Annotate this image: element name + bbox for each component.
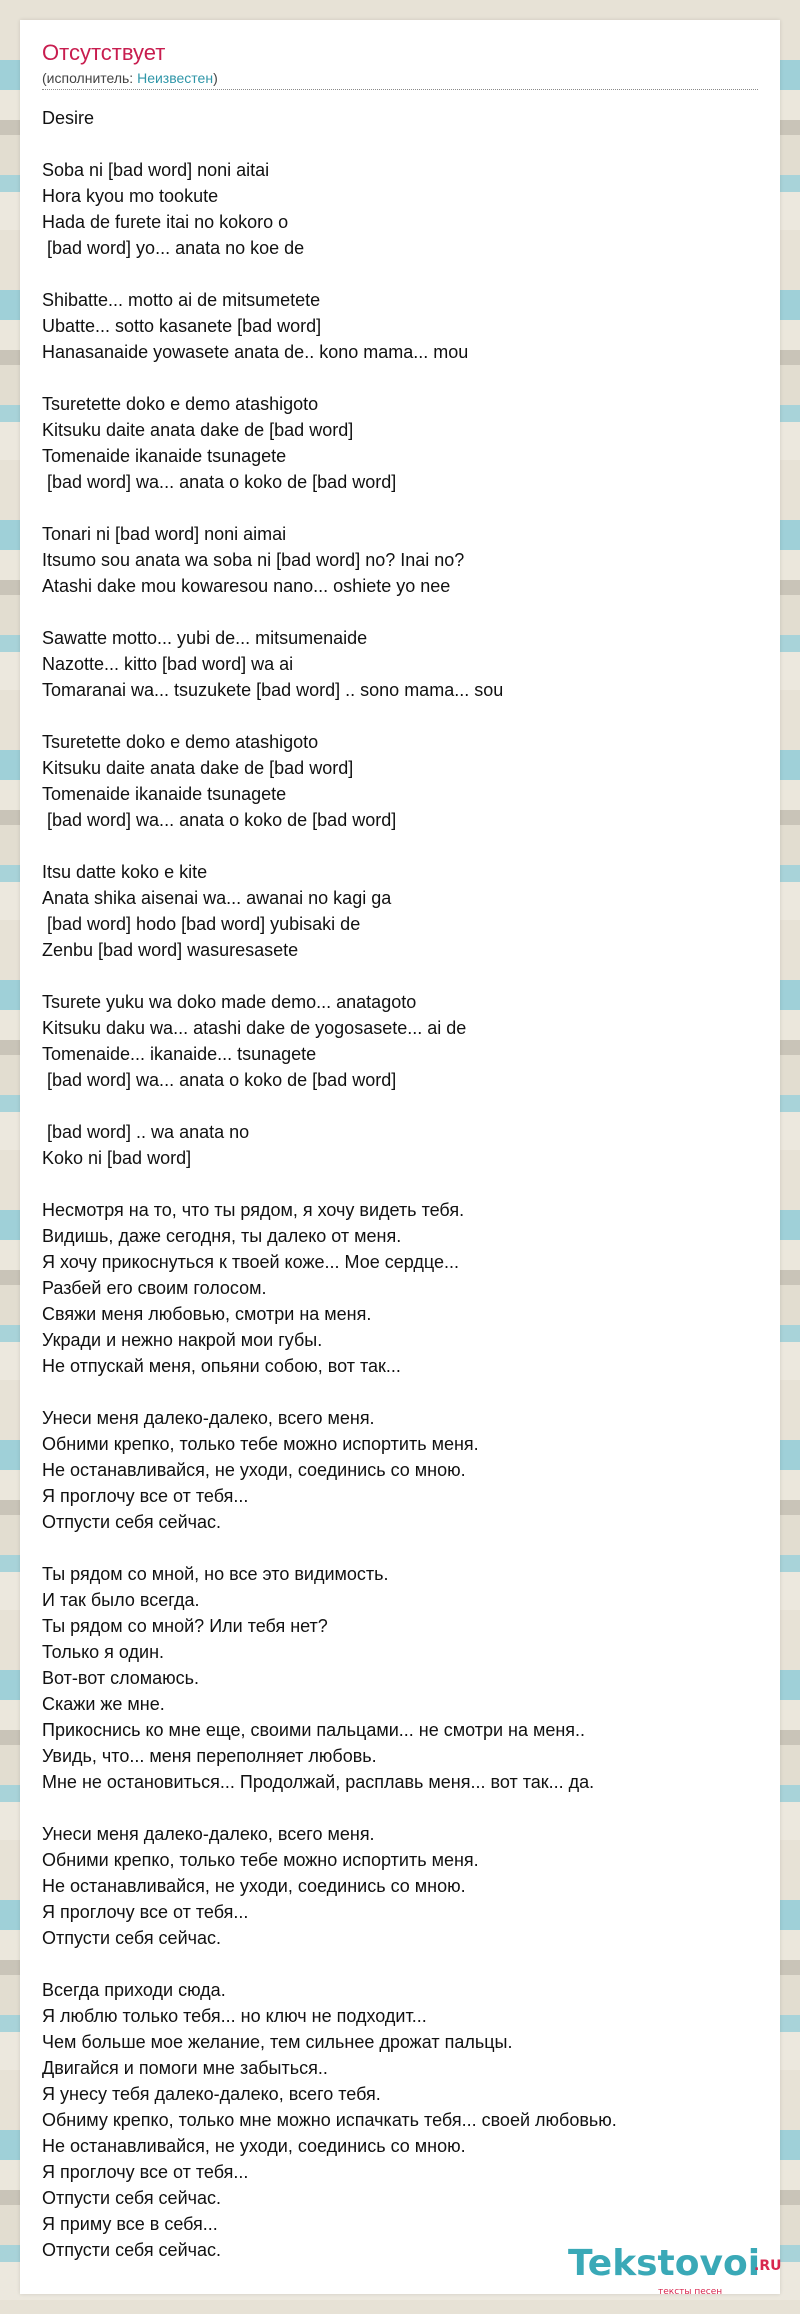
- lyric-line: [bad word] .. wa anata no: [42, 1122, 250, 1142]
- stanza: [42, 729, 758, 833]
- lyric-line: Hanasanaide yowasete anata de.. kono mama... mou: [42, 342, 469, 362]
- stanza: [42, 287, 758, 365]
- lyric-line: Отпусти себя сейчас.: [42, 1512, 222, 1532]
- stanza: [42, 1197, 758, 1379]
- lyric-line: Shibatte... motto ai de mitsumetete: [42, 290, 321, 310]
- lyric-line: Hora kyou mo tookute: [42, 186, 219, 206]
- performer-link[interactable]: Неизвестен: [137, 70, 214, 86]
- lyric-line: Koko ni [bad word]: [42, 1148, 192, 1168]
- stanza: [42, 521, 758, 599]
- lyric-line: И так было всегда.: [42, 1590, 200, 1610]
- stanza: [42, 989, 758, 1093]
- lyric-line: Ubatte... sotto kasanete [bad word]: [42, 316, 322, 336]
- lyric-line: Tsuretette doko e demo atashigoto: [42, 394, 319, 414]
- lyric-line: [bad word] wa... anata o koko de [bad word]: [42, 810, 397, 830]
- lyric-line: Я проглочу все от тебя...: [42, 1486, 249, 1506]
- lyric-line: Видишь, даже сегодня, ты далеко от меня.: [42, 1226, 402, 1246]
- lyric-line: Обниму крепко, только мне можно испачкать тебя... своей любовью.: [42, 2110, 617, 2130]
- lyric-line: Desire: [42, 108, 95, 128]
- stanza: [42, 1119, 758, 1171]
- song-header: [42, 40, 758, 90]
- lyric-line: Несмотря на то, что ты рядом, я хочу видеть тебя.: [42, 1200, 465, 1220]
- lyric-line: Свяжи меня любовью, смотри на меня.: [42, 1304, 372, 1324]
- stanza: [42, 1405, 758, 1535]
- lyric-line: Я проглочу все от тебя...: [42, 2162, 249, 2182]
- lyric-line: Kitsuku daite anata dake de [bad word]: [42, 758, 354, 778]
- lyric-line: Tomenaide ikanaide tsunagete: [42, 784, 287, 804]
- lyric-line: Обними крепко, только тебе можно испортить меня.: [42, 1850, 479, 1870]
- header-divider: [42, 89, 758, 90]
- lyric-line: Двигайся и помоги мне забыться..: [42, 2058, 328, 2078]
- performer-suffix: ): [213, 70, 218, 86]
- lyric-line: Tsurete yuku wa doko made demo... anatagoto: [42, 992, 417, 1012]
- lyric-line: Только я один.: [42, 1642, 165, 1662]
- lyric-line: Я хочу прикоснуться к твоей коже... Мое сердце...: [42, 1252, 459, 1272]
- lyrics-text: [42, 105, 761, 2289]
- lyric-line: Скажи же мне.: [42, 1694, 165, 1714]
- lyric-line: Прикоснись ко мне еще, своими пальцами... не смотри на меня..: [42, 1720, 586, 1740]
- performer-prefix: (исполнитель:: [42, 70, 138, 86]
- lyric-line: Tomenaide ikanaide tsunagete: [42, 446, 287, 466]
- lyric-line: Чем больше мое желание, тем сильнее дрожат пальцы.: [42, 2032, 513, 2052]
- lyric-line: Мне не остановиться... Продолжай, расплавь меня... вот так... да.: [42, 1772, 595, 1792]
- lyric-line: Nazotte... kitto [bad word] wa ai: [42, 654, 294, 674]
- lyric-line: Soba ni [bad word] noni aitai: [42, 160, 270, 180]
- lyric-line: Я люблю только тебя... но ключ не подходит...: [42, 2006, 427, 2026]
- lyric-line: [bad word] wa... anata o koko de [bad word]: [42, 472, 397, 492]
- lyric-line: [bad word] hodo [bad word] yubisaki de: [42, 914, 361, 934]
- stanza: [42, 105, 758, 131]
- lyric-line: Kitsuku daku wa... atashi dake de yogosasete... ai de: [42, 1018, 467, 1038]
- lyric-line: Tsuretette doko e demo atashigoto: [42, 732, 319, 752]
- lyric-line: Itsumo sou anata wa soba ni [bad word] no? Inai no?: [42, 550, 465, 570]
- lyric-line: Не отпускай меня, опьяни собою, вот так...: [42, 1356, 401, 1376]
- lyric-line: Разбей его своим голосом.: [42, 1278, 267, 1298]
- stanza: [42, 1561, 758, 1795]
- lyric-line: Я приму все в себя...: [42, 2214, 218, 2234]
- lyric-line: Ты рядом со мной? Или тебя нет?: [42, 1616, 328, 1636]
- lyric-line: [bad word] wa... anata o koko de [bad word]: [42, 1070, 397, 1090]
- lyric-line: Не останавливайся, не уходи, соединись со мною.: [42, 1460, 466, 1480]
- lyric-line: Не останавливайся, не уходи, соединись со мною.: [42, 1876, 466, 1896]
- lyric-line: Tomenaide... ikanaide... tsunagete: [42, 1044, 317, 1064]
- lyric-line: Anata shika aisenai wa... awanai no kagi ga: [42, 888, 392, 908]
- performer-line: [42, 68, 758, 88]
- lyric-line: Я унесу тебя далеко-далеко, всего тебя.: [42, 2084, 381, 2104]
- lyric-line: Sawatte motto... yubi de... mitsumenaide: [42, 628, 368, 648]
- logo-tld: .RU: [754, 2258, 782, 2274]
- lyric-line: Унеси меня далеко-далеко, всего меня.: [42, 1824, 375, 1844]
- lyric-line: Укради и нежно накрой мои губы.: [42, 1330, 323, 1350]
- lyric-line: Ты рядом со мной, но все это видимость.: [42, 1564, 389, 1584]
- lyric-line: Tonari ni [bad word] noni aimai: [42, 524, 287, 544]
- lyric-line: Itsu datte koko e kite: [42, 862, 208, 882]
- lyric-line: Отпусти себя сейчас.: [42, 1928, 222, 1948]
- lyric-line: Увидь, что... меня переполняет любовь.: [42, 1746, 377, 1766]
- site-logo[interactable]: [568, 2244, 788, 2304]
- lyric-line: Отпусти себя сейчас.: [42, 2240, 222, 2260]
- lyric-line: Zenbu [bad word] wasuresasete: [42, 940, 299, 960]
- lyric-line: [bad word] yo... anata no koe de: [42, 238, 305, 258]
- lyric-line: Я проглочу все от тебя...: [42, 1902, 249, 1922]
- lyric-line: Унеси меня далеко-далеко, всего меня.: [42, 1408, 375, 1428]
- logo-name: Tekstovoi: [568, 2243, 761, 2284]
- lyric-line: Обними крепко, только тебе можно испортить меня.: [42, 1434, 479, 1454]
- lyric-line: Tomaranai wa... tsuzukete [bad word] .. sono mama... sou: [42, 680, 504, 700]
- lyric-line: Не останавливайся, не уходи, соединись со мною.: [42, 2136, 466, 2156]
- lyric-line: Hada de furete itai no kokoro o: [42, 212, 289, 232]
- stanza: [42, 157, 758, 261]
- lyric-line: Atashi dake mou kowaresou nano... oshiete yo nee: [42, 576, 451, 596]
- lyrics-card: [20, 20, 782, 2297]
- logo-tagline: тексты песен: [658, 2287, 723, 2297]
- stanza: [42, 625, 758, 703]
- lyric-line: Отпусти себя сейчас.: [42, 2188, 222, 2208]
- stanza: [42, 391, 758, 495]
- lyric-line: Всегда приходи сюда.: [42, 1980, 226, 2000]
- stanza: [42, 1977, 758, 2263]
- lyric-line: Kitsuku daite anata dake de [bad word]: [42, 420, 354, 440]
- song-title: Отсутствует: [42, 40, 166, 65]
- lyric-line: Вот-вот сломаюсь.: [42, 1668, 200, 1688]
- stanza: [42, 1821, 758, 1951]
- stanza: [42, 859, 758, 963]
